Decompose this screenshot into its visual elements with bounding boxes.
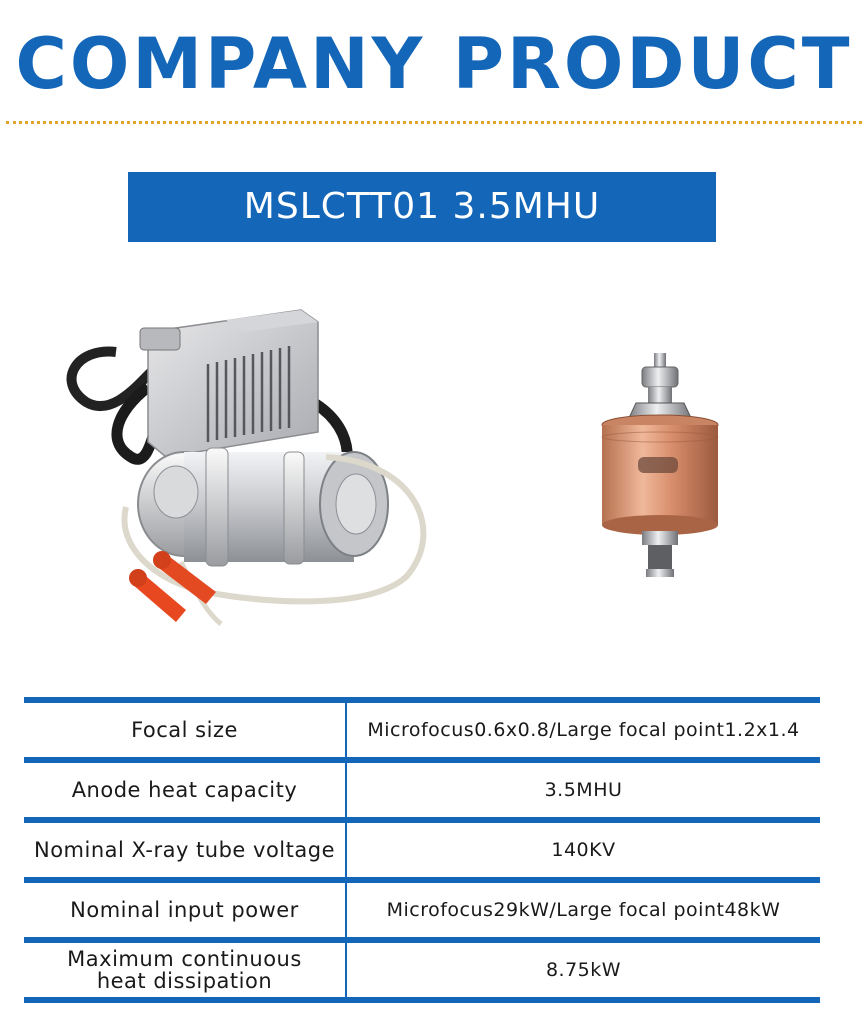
spec-label: Nominal input power	[24, 880, 346, 940]
table-row	[24, 760, 820, 820]
spec-value: 8.75kW	[545, 959, 622, 981]
spec-label: Nominal X-ray tube voltage	[24, 820, 346, 880]
spec-value: Microfocus0.6x0.8/Large focal point1.2x1.4	[367, 719, 800, 741]
spec-label	[24, 940, 346, 1000]
dotted-divider	[6, 121, 862, 124]
spec-table	[24, 697, 820, 1003]
page-title: COMPANY PRODUCT	[15, 23, 853, 105]
table-row	[24, 880, 820, 940]
spec-value: 140KV	[551, 839, 616, 861]
spec-label: Anode heat capacity	[24, 760, 346, 820]
spec-label: Focal size	[24, 700, 346, 760]
spec-label-line: heat dissipation	[96, 969, 273, 993]
spec-label-line: Maximum continuous	[67, 947, 302, 971]
spec-value: Microfocus29kW/Large focal point48kW	[386, 899, 781, 921]
table-row	[24, 820, 820, 880]
model-banner: MSLCTT01 3.5MHU	[128, 172, 716, 242]
spec-value: 3.5MHU	[544, 779, 623, 801]
table-row	[24, 700, 820, 760]
tube-assembly-image	[56, 292, 456, 652]
table-row	[24, 940, 820, 1000]
anode-insert-image	[596, 345, 736, 585]
